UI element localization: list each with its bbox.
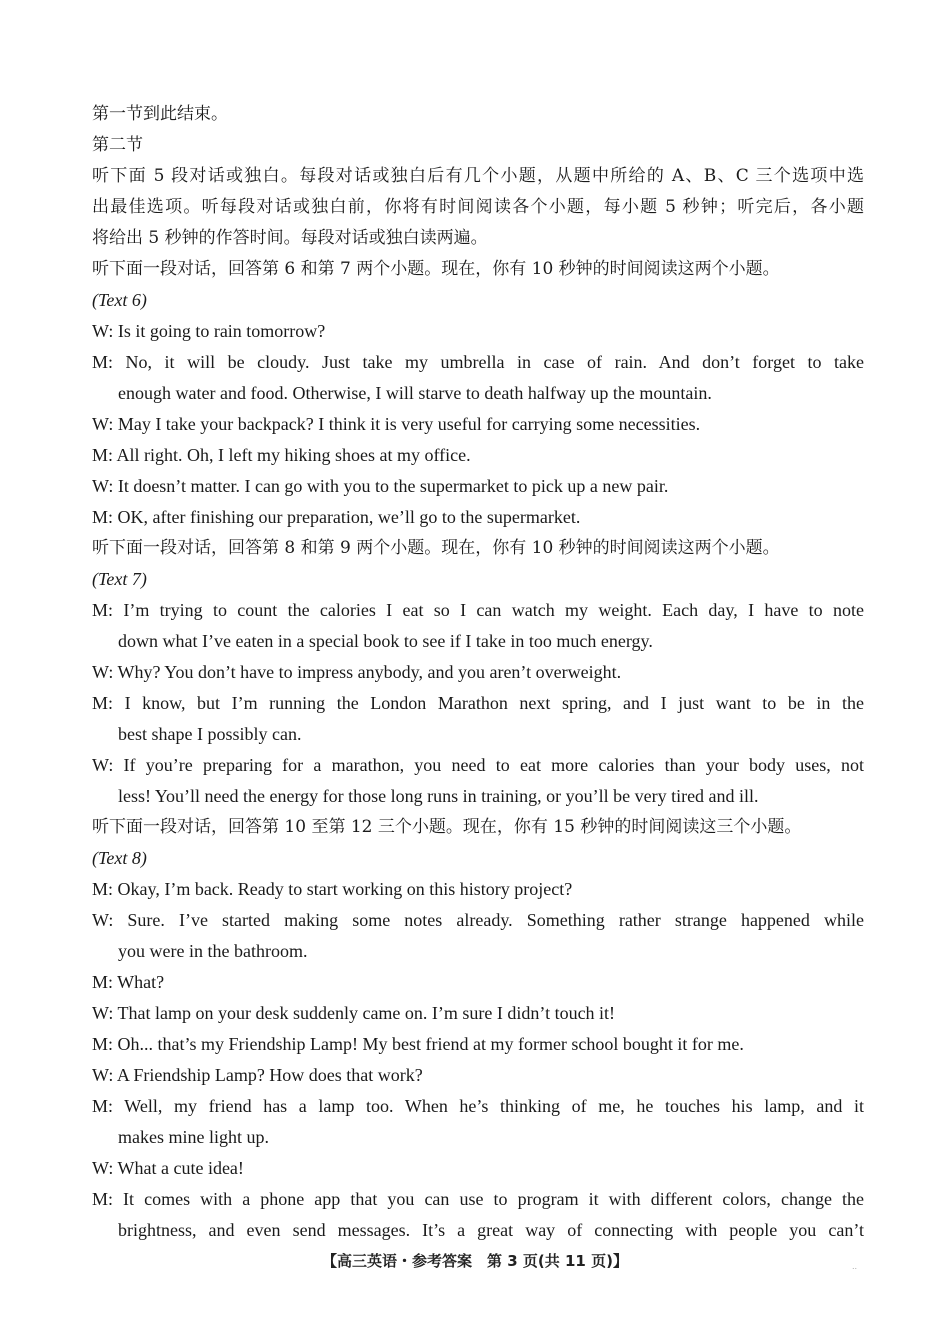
dialogue-line-cont: makes mine light up. — [118, 1127, 269, 1147]
instruction-line: 听下面 5 段对话或独白。每段对话或独白后有几个小题，从题中所给的 A、B、C 三个选项中选 — [92, 166, 864, 186]
dialogue-line: M: Oh... that’s my Friendship Lamp! My best friend at my former school bought it for me. — [92, 1034, 744, 1054]
dialogue-line: W: Is it going to rain tomorrow? — [92, 321, 326, 341]
instruction-line: 出最佳选项。听每段对话或独白前，你将有时间阅读各个小题，每小题 5 秒钟；听完后，各小题 — [92, 197, 864, 217]
dialogue-line: M: No, it will be cloudy. Just take my umbrella in case of rain. And don’t forget to take — [92, 352, 864, 372]
section-heading: 第二节 — [92, 135, 143, 155]
dialogue-line: W: Why? You don’t have to impress anybody, and you aren’t overweight. — [92, 662, 622, 682]
page-footer: 【高三英语・参考答案 第 3 页(共 11 页)】 — [322, 1252, 628, 1270]
dialogue-line: M: I’m trying to count the calories I eat so I can watch my weight. Each day, I have to note — [92, 600, 864, 620]
question-prompt: 听下面一段对话，回答第 8 和第 9 两个小题。现在，你有 10 秒钟的时间阅读这两个小题。 — [92, 538, 780, 558]
dialogue-line: M: OK, after finishing our preparation, we’ll go to the supermarket. — [92, 507, 581, 527]
dialogue-line: W: That lamp on your desk suddenly came on. I’m sure I didn’t touch it! — [92, 1003, 616, 1023]
dialogue-line-cont: down what I’ve eaten in a special book to see if I take in too much energy. — [118, 631, 653, 651]
question-prompt: 听下面一段对话，回答第 6 和第 7 两个小题。现在，你有 10 秒钟的时间阅读这两个小题。 — [92, 259, 780, 279]
dialogue-line: W: It doesn’t matter. I can go with you to the supermarket to pick up a new pair. — [92, 476, 669, 496]
dialogue-line: M: Okay, I’m back. Ready to start working on this history project? — [92, 879, 573, 899]
dialogue-line-cont: less! You’ll need the energy for those long runs in training, or you’ll be very tired and ill. — [118, 786, 759, 806]
text-label: (Text 6) — [92, 290, 147, 310]
footer-mark: .. — [852, 1262, 858, 1271]
dialogue-line-cont: you were in the bathroom. — [118, 941, 308, 961]
section-end-note: 第一节到此结束。 — [92, 104, 228, 124]
document-body — [92, 99, 864, 1246]
dialogue-line: M: I know, but I’m running the London Marathon next spring, and I just want to be in the — [92, 693, 864, 713]
text-label: (Text 7) — [92, 569, 147, 589]
dialogue-line: M: All right. Oh, I left my hiking shoes at my office. — [92, 445, 471, 465]
dialogue-line: M: What? — [92, 972, 165, 992]
dialogue-line: M: Well, my friend has a lamp too. When he’s thinking of me, he touches his lamp, and it — [92, 1096, 864, 1116]
dialogue-line: W: Sure. I’ve started making some notes already. Something rather strange happened while — [92, 910, 864, 930]
dialogue-line: M: It comes with a phone app that you can use to program it with different colors, change the — [92, 1189, 864, 1209]
dialogue-line-cont: best shape I possibly can. — [118, 724, 302, 744]
text-label: (Text 8) — [92, 848, 147, 868]
dialogue-line: W: If you’re preparing for a marathon, you need to eat more calories than your body uses, not — [92, 755, 864, 775]
instruction-line: 将给出 5 秒钟的作答时间。每段对话或独白读两遍。 — [92, 228, 488, 248]
dialogue-line: W: What a cute idea! — [92, 1158, 244, 1178]
dialogue-line-cont: enough water and food. Otherwise, I will starve to death halfway up the mountain. — [118, 383, 712, 403]
dialogue-line: W: A Friendship Lamp? How does that work? — [92, 1065, 423, 1085]
dialogue-line: W: May I take your backpack? I think it is very useful for carrying some necessities. — [92, 414, 701, 434]
dialogue-line-cont: brightness, and even send messages. It’s a great way of connecting with people you can’t — [118, 1220, 864, 1240]
question-prompt: 听下面一段对话，回答第 10 至第 12 三个小题。现在，你有 15 秒钟的时间阅读这三个小题。 — [92, 817, 802, 837]
